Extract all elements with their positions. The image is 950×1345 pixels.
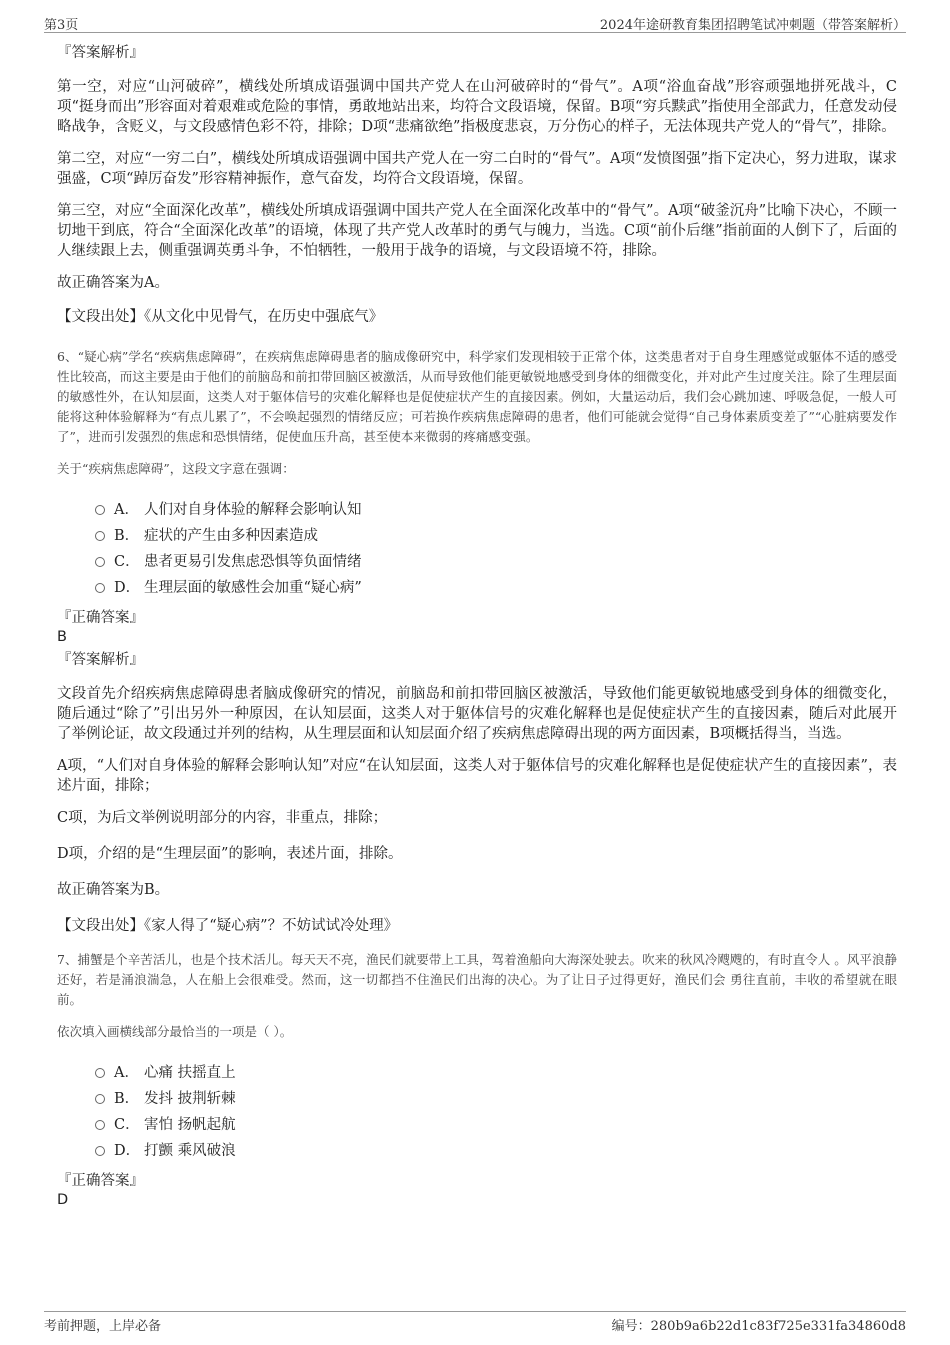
q6-stem: 关于“疾病焦虑障碍”，这段文字意在强调： — [57, 461, 295, 476]
q7-option-c[interactable]: C． 害怕 扬帆起航 — [95, 1112, 897, 1138]
q5-source: 【文段出处】《从文化中见骨气，在历史中强底气》 — [57, 309, 384, 325]
q6-analysis-paragraph: D项，介绍的是“生理层面”的影响，表述片面，排除。 — [57, 846, 403, 862]
q5-analysis-paragraph: 第一空，对应“山河破碎”，横线处所填成语强调中国共产党人在山河破碎时的“骨气”。A项“浴血奋战”形容顽强地拼死战斗，C项“挺身而出”形容面对着艰难或危险的事情，勇敢地站出来，均符合文段语境，保留。B项“穷兵黩武”指使用全部武力，任意发动侵略战争，含贬义，与文段感情色彩不符，排除；D项“悲痛欲绝”指极度悲哀，万分伤心的样子，无法体现共产党人的“骨气”，排除。 — [57, 79, 897, 135]
q7-option-d[interactable]: D． 打颤 乘风破浪 — [95, 1138, 897, 1164]
q5-conclusion: 故正确答案为A。 — [57, 275, 169, 291]
q7-options — [95, 1060, 897, 1164]
q6-answer: B — [57, 629, 67, 645]
document-id: 编号：280b9a6b22d1c83f725e331fa34860d8 — [611, 1319, 906, 1334]
document-body — [57, 44, 897, 1214]
q6-analysis-paragraph: 文段首先介绍疾病焦虑障碍患者脑成像研究的情况，前脑岛和前扣带回脑区被激活，导致他们能更敏锐地感受到身体的细微变化，随后通过“除了”引出另外一种原因，在认知层面，这类人对于躯体信号的灾难化解释也是促使症状产生的直接因素，随后对此展开了举例论证，故文段通过并列的结构，从生理层面和认知层面介绍了疾病焦虑障碍出现的两方面因素，B项概括得当，当选。 — [57, 686, 897, 742]
q5-analysis-paragraph: 第二空，对应“一穷二白”，横线处所填成语强调中国共产党人在一穷二白时的“骨气”。A项“发愤图强”指下定决心，努力进取，谋求强盛，C项“踔厉奋发”形容精神振作，意气奋发，均符合文段语境，保留。 — [57, 151, 897, 187]
q6-option-d[interactable]: D． 生理层面的敏感性会加重“疑心病” — [95, 575, 897, 601]
q6-analysis-paragraph: C项，为后文举例说明部分的内容，非重点，排除； — [57, 810, 388, 826]
q6-option-b[interactable]: B． 症状的产生由多种因素造成 — [95, 523, 897, 549]
q7-passage: 7、捕蟹是个辛苦活儿，也是个技术活儿。每天天不亮，渔民们就要带上工具，驾着渔船向大海深处驶去。吹来的秋风冷飕飕的，有时直令人 。风平浪静还好，若是涌浪湍急，人在船上会很难受。然而，这一切都挡不住渔民们出海的决心。为了让日子过得更好，渔民们会 勇往直前，丰收的希望就在眼前。 — [57, 952, 897, 1007]
q6-passage: 6、“疑心病”学名“疾病焦虑障碍”，在疾病焦虑障碍患者的脑成像研究中，科学家们发现相较于正常个体，这类患者对于自身生理感觉或躯体不适的感受性比较高，而这主要是由于他们的前脑岛和前扣带回脑区被激活，从而导致他们能更敏锐地感受到身体的细微变化，并对此产生过度关注。除了生理层面的敏感性外，在认知层面，这类人对于躯体信号的灾难化解释也是促使症状产生的直接因素。例如，大量运动后，我们会心跳加速、呼吸急促，一般人可能将这种体验解释为“有点儿累了”，不会唤起强烈的情绪反应；可若换作疾病焦虑障碍的患者，他们可能就会觉得“自己身体素质变差了”“心脏病要发作了”，进而引发强烈的焦虑和恐惧情绪，促使血压升高，甚至使本来微弱的疼痛感变强。 — [57, 349, 897, 444]
q7-option-a[interactable]: A． 心痛 扶摇直上 — [95, 1060, 897, 1086]
page-header — [44, 12, 906, 33]
q7-option-b[interactable]: B． 发抖 披荆斩棘 — [95, 1086, 897, 1112]
radio-icon[interactable] — [95, 557, 105, 567]
q6-option-c[interactable]: C． 患者更易引发焦虑恐惧等负面情绪 — [95, 549, 897, 575]
radio-icon[interactable] — [95, 531, 105, 541]
document-title: 2024年途研教育集团招聘笔试冲刺题（带答案解析） — [599, 18, 906, 33]
q6-option-a[interactable]: A． 人们对自身体验的解释会影响认知 — [95, 497, 897, 523]
q6-correct-label: 『正确答案』 — [57, 610, 144, 626]
q6-conclusion: 故正确答案为B。 — [57, 882, 170, 898]
q7-answer: D — [57, 1192, 69, 1208]
page-footer — [44, 1311, 906, 1336]
radio-icon[interactable] — [95, 1094, 105, 1104]
q5-analysis-label: 『答案解析』 — [57, 45, 144, 61]
q6-source: 【文段出处】《家人得了“疑心病”？不妨试试冷处理》 — [57, 918, 399, 934]
radio-icon[interactable] — [95, 1120, 105, 1130]
q6-analysis-paragraph: A项，“人们对自身体验的解释会影响认知”对应“在认知层面，这类人对于躯体信号的灾难化解释也是促使症状产生的直接因素”，表述片面，排除； — [57, 758, 897, 794]
footer-slogan: 考前押题，上岸必备 — [44, 1319, 162, 1334]
q7-stem: 依次填入画横线部分最恰当的一项是（ ）。 — [57, 1024, 293, 1039]
q6-options — [95, 497, 897, 601]
radio-icon[interactable] — [95, 1068, 105, 1078]
q6-analysis-label: 『答案解析』 — [57, 652, 144, 668]
q5-analysis-paragraph: 第三空，对应“全面深化改革”，横线处所填成语强调中国共产党人在全面深化改革中的“骨气”。A项“破釜沉舟”比喻下决心，不顾一切地干到底，符合“全面深化改革”的语境，体现了共产党人改革时的勇气与魄力，当选。C项“前仆后继”指前面的人倒下了，后面的人继续跟上去，侧重强调英勇斗争，不怕牺牲，一般用于战争的语境，与文段语境不符，排除。 — [57, 203, 897, 259]
q7-correct-label: 『正确答案』 — [57, 1173, 144, 1189]
radio-icon[interactable] — [95, 583, 105, 593]
page-number: 第3页 — [44, 18, 79, 33]
radio-icon[interactable] — [95, 505, 105, 515]
radio-icon[interactable] — [95, 1146, 105, 1156]
